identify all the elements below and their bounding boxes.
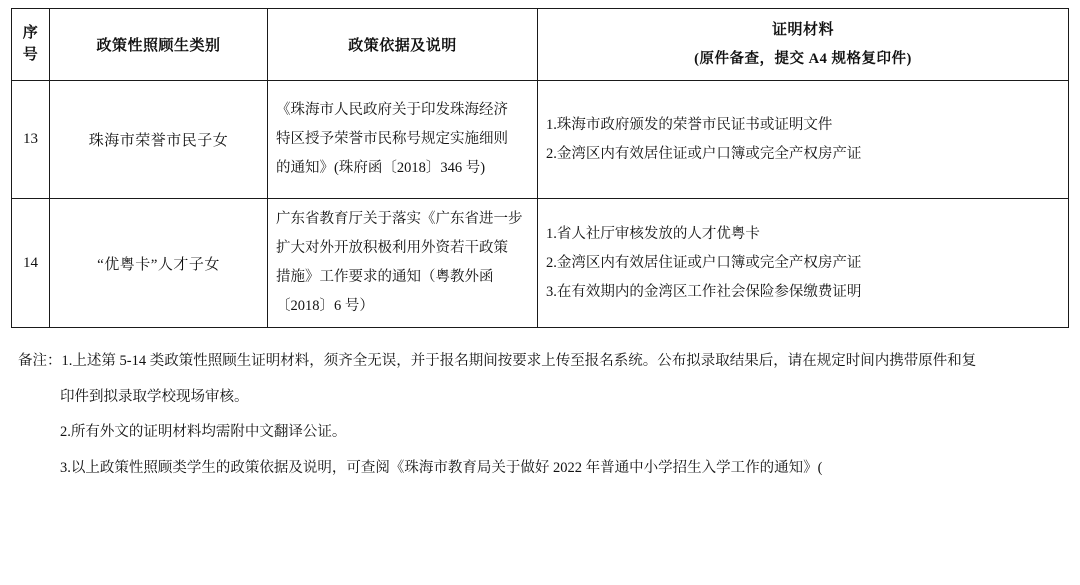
- policy-table: [11, 8, 1069, 328]
- proof-line: 1.珠海市政府颁发的荣誉市民证书或证明文件: [546, 116, 833, 133]
- notes-label: 备注：: [18, 353, 62, 369]
- basis-line: 广东省教育厅关于落实《广东省进一步: [276, 211, 523, 227]
- note-item-1-text: 1.上述第 5-14 类政策性照顾生证明材料，须齐全无误，并于报名期间按要求上传至报名系统。公布拟录取结果后，请在规定时间内携带原件和复: [61, 353, 977, 369]
- header-sequence-line1: 序: [22, 24, 39, 41]
- table-header-row: [12, 9, 1069, 81]
- proof-line: 3.在有效期内的金湾区工作社会保险参保缴费证明: [546, 283, 862, 300]
- row-proof: [538, 81, 1069, 199]
- header-sequence-line2: 号: [22, 46, 39, 63]
- row-category: 珠海市荣誉市民子女: [50, 81, 268, 199]
- note-line-1: [18, 344, 1050, 380]
- row-sequence: 14: [12, 199, 50, 328]
- table-row: [12, 81, 1069, 199]
- notes-section: [8, 344, 1072, 486]
- header-proof: [538, 9, 1069, 81]
- row-basis: [268, 81, 538, 199]
- row-basis: [268, 199, 538, 328]
- proof-line: 2.金湾区内有效居住证或户口簿或完全产权房产证: [546, 145, 862, 162]
- header-category: 政策性照顾生类别: [50, 9, 268, 81]
- basis-line: 〔2018〕6 号）: [276, 298, 374, 314]
- row-category: “优粤卡”人才子女: [50, 199, 268, 328]
- row-proof: [538, 199, 1069, 328]
- note-item-3: 3.以上政策性照顾类学生的政策依据及说明，可查阅《珠海市教育局关于做好 2022 年普通中小学招生入学工作的通知》(: [60, 459, 823, 476]
- basis-line: 措施》工作要求的通知（粤教外函: [276, 269, 494, 285]
- proof-line: 1.省人社厅审核发放的人才优粤卡: [546, 225, 760, 242]
- basis-line: 特区授予荣誉市民称号规定实施细则: [276, 131, 508, 147]
- note-line-1-cont: 印件到拟录取学校现场审核。: [60, 388, 249, 405]
- row-sequence: 13: [12, 81, 50, 199]
- basis-line: 扩大对外开放积极利用外资若干政策: [276, 240, 508, 256]
- table-row: [12, 199, 1069, 328]
- basis-line: 的通知》(珠府函〔2018〕346 号): [276, 160, 486, 176]
- proof-line: 2.金湾区内有效居住证或户口簿或完全产权房产证: [546, 254, 862, 271]
- basis-line: 《珠海市人民政府关于印发珠海经济: [276, 102, 508, 118]
- header-sequence: [12, 9, 50, 81]
- note-item-2: 2.所有外文的证明材料均需附中文翻译公证。: [60, 424, 347, 441]
- header-proof-line1: 证明材料: [771, 22, 834, 38]
- header-basis: 政策依据及说明: [268, 9, 538, 81]
- header-proof-line2: (原件备查，提交 A4 规格复印件): [694, 51, 912, 67]
